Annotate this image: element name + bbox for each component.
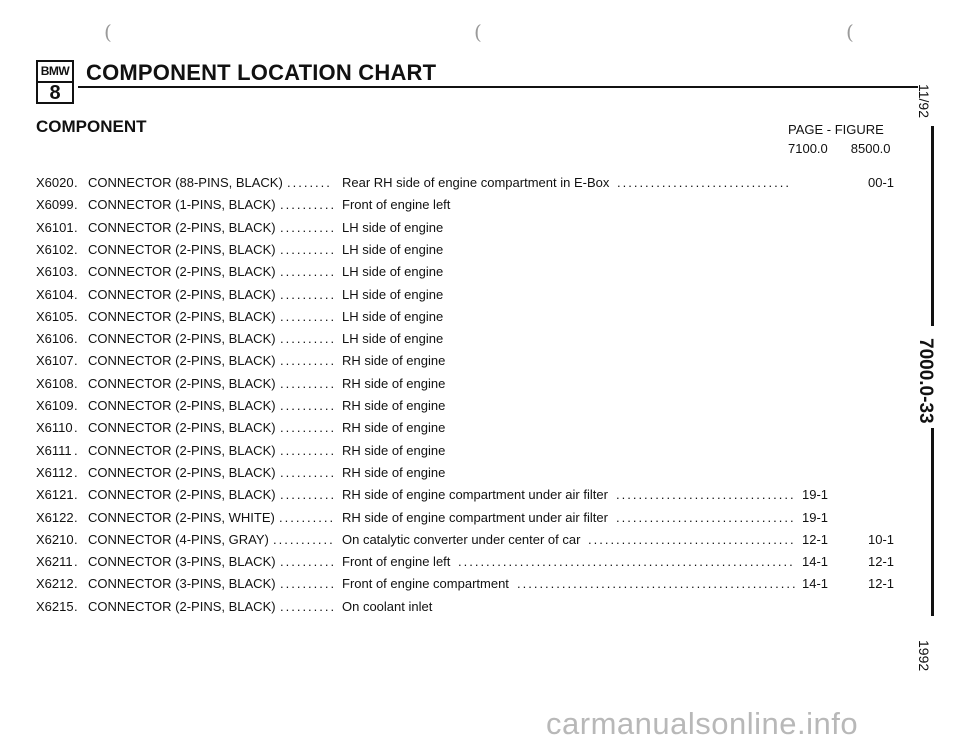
leader-dots: .......... <box>280 487 337 503</box>
leader-dots: .......... <box>280 398 337 413</box>
leader-dots: .......... <box>280 464 337 480</box>
figure-column-label: 8500.0 <box>850 141 891 156</box>
page-reference: 12-1 <box>802 531 829 547</box>
table-row <box>36 396 916 416</box>
leader-dot: . <box>74 353 78 369</box>
leader-dot: . <box>74 308 78 324</box>
connector-id: X6112 <box>36 464 73 480</box>
page-figure-heading <box>788 120 891 158</box>
connector-description: CONNECTOR (88-PINS, BLACK) <box>88 175 283 190</box>
connector-description: CONNECTOR (2-PINS, BLACK) <box>88 286 276 302</box>
leader-dot: . <box>74 264 78 280</box>
table-row <box>36 240 916 260</box>
page-column-label: 7100.0 <box>788 141 828 156</box>
connector-description: CONNECTOR (1-PINS, BLACK) <box>88 197 276 213</box>
connector-id: X6210 <box>36 531 74 547</box>
connector-id: X6211 <box>36 554 73 570</box>
connector-description: CONNECTOR (2-PINS, BLACK) <box>88 398 276 413</box>
leader-dot: . <box>74 420 78 436</box>
component-column-heading: COMPONENT <box>36 117 147 136</box>
date-code: 11/92 <box>916 84 932 118</box>
connector-id: X6020 <box>36 175 74 190</box>
figure-reference: 10-1 <box>868 531 895 547</box>
leader-dots: ............................................................ <box>458 554 795 570</box>
connector-location: RH side of engine <box>342 420 446 436</box>
connector-location: LH side of engine <box>342 331 444 347</box>
leader-dot: . <box>74 598 78 614</box>
connector-description: CONNECTOR (2-PINS, BLACK) <box>88 264 276 280</box>
connector-description: CONNECTOR (3-PINS, BLACK) <box>88 554 276 570</box>
leader-dots: .......... <box>279 509 336 525</box>
leader-dot: . <box>74 442 78 458</box>
connector-description: CONNECTOR (3-PINS, BLACK) <box>88 576 276 592</box>
connector-description: CONNECTOR (2-PINS, BLACK) <box>88 487 276 503</box>
connector-location: RH side of engine compartment under air filter <box>342 509 608 525</box>
connector-id: X6103 <box>36 264 74 280</box>
leader-dot: . <box>74 197 78 213</box>
figure-reference: 00-1 <box>868 175 895 190</box>
leader-dots: .......... <box>280 420 337 436</box>
leader-dots: .................................................. <box>517 576 798 592</box>
leader-dots: ................................ <box>616 509 796 525</box>
leader-dot: . <box>74 286 78 302</box>
connector-id: X6122 <box>36 509 74 525</box>
leader-dot: . <box>74 531 78 547</box>
connector-location: RH side of engine <box>342 353 446 369</box>
leader-dots: .......... <box>280 375 337 391</box>
connector-location: Rear RH side of engine compartment in E-Box <box>342 175 610 190</box>
page-title: COMPONENT LOCATION CHART <box>86 60 437 85</box>
connector-location: LH side of engine <box>342 286 444 302</box>
connector-id: X6121 <box>36 487 74 503</box>
leader-dots: ........... <box>273 531 335 547</box>
connector-location: LH side of engine <box>342 241 444 257</box>
page-reference: 19-1 <box>802 509 829 525</box>
connector-id: X6109 <box>36 398 74 413</box>
figure-reference: 12-1 <box>868 576 895 592</box>
leader-dot: . <box>74 464 78 480</box>
page-number: 7000.0-33 <box>915 338 936 424</box>
table-row <box>36 508 916 528</box>
connector-location: On catalytic converter under center of car <box>342 531 581 547</box>
connector-description: CONNECTOR (2-PINS, BLACK) <box>88 353 276 369</box>
page-reference: 14-1 <box>802 576 829 592</box>
connector-location: LH side of engine <box>342 219 444 235</box>
table-row <box>36 329 916 349</box>
leader-dots: .......... <box>280 241 337 257</box>
connector-description: CONNECTOR (4-PINS, GRAY) <box>88 531 269 547</box>
leader-dot: . <box>74 175 78 190</box>
table-row <box>36 485 916 505</box>
connector-id: X6108 <box>36 375 74 391</box>
leader-dots: ................................ <box>616 487 796 503</box>
leader-dots: ............................... <box>617 175 791 190</box>
connector-location: On coolant inlet <box>342 598 433 614</box>
table-row <box>36 285 916 305</box>
connector-id: X6099 <box>36 197 74 213</box>
connector-location: Front of engine left <box>342 197 451 213</box>
connector-description: CONNECTOR (2-PINS, BLACK) <box>88 442 276 458</box>
connector-location: RH side of engine <box>342 398 446 413</box>
leader-dots: .......... <box>280 197 337 213</box>
leader-dots: ..................................... <box>588 531 796 547</box>
scan-mark: ( <box>104 20 112 44</box>
table-row <box>36 195 916 215</box>
connector-description: CONNECTOR (2-PINS, BLACK) <box>88 308 276 324</box>
connector-location: LH side of engine <box>342 308 444 324</box>
table-row <box>36 262 916 282</box>
page-reference: 14-1 <box>802 554 829 570</box>
connector-id: X6110 <box>36 420 73 436</box>
connector-description: CONNECTOR (2-PINS, BLACK) <box>88 420 276 436</box>
connector-description: CONNECTOR (2-PINS, BLACK) <box>88 331 276 347</box>
leader-dots: .......... <box>280 598 337 614</box>
leader-dots: .......... <box>280 286 337 302</box>
watermark: carmanualsonline.info <box>546 706 859 741</box>
table-row <box>36 173 916 193</box>
leader-dots: .......... <box>280 219 337 235</box>
leader-dot: . <box>74 219 78 235</box>
scan-mark: ( <box>474 20 482 44</box>
connector-id: X6111 <box>36 442 72 458</box>
connector-description: CONNECTOR (2-PINS, BLACK) <box>88 375 276 391</box>
connector-id: X6102 <box>36 241 74 257</box>
connector-id: X6107 <box>36 353 74 369</box>
side-rule <box>931 126 934 326</box>
connector-location: RH side of engine <box>342 375 446 391</box>
leader-dot: . <box>74 554 78 570</box>
leader-dot: . <box>74 241 78 257</box>
table-row <box>36 552 916 572</box>
leader-dots: .......... <box>280 442 337 458</box>
leader-dot: . <box>74 487 78 503</box>
bmw-logo <box>36 60 74 104</box>
leader-dot: . <box>74 398 78 413</box>
leader-dot: . <box>74 576 78 592</box>
table-row <box>36 463 916 483</box>
table-row <box>36 441 916 461</box>
connector-description: CONNECTOR (2-PINS, BLACK) <box>88 219 276 235</box>
connector-id: X6104 <box>36 286 74 302</box>
connector-location: Front of engine compartment <box>342 576 509 592</box>
leader-dots: .......... <box>280 576 337 592</box>
connector-location: RH side of engine <box>342 442 446 458</box>
leader-dots: .......... <box>280 308 337 324</box>
connector-id: X6101 <box>36 219 74 235</box>
table-row <box>36 374 916 394</box>
connector-id: X6212 <box>36 576 74 592</box>
table-row <box>36 418 916 438</box>
connector-id: X6105 <box>36 308 74 324</box>
connector-location: RH side of engine <box>342 464 446 480</box>
table-row <box>36 597 916 617</box>
connector-description: CONNECTOR (2-PINS, BLACK) <box>88 598 276 614</box>
table-row <box>36 218 916 238</box>
leader-dots: .......... <box>280 264 337 280</box>
connector-location: RH side of engine compartment under air filter <box>342 487 608 503</box>
table-row <box>36 351 916 371</box>
connector-location: Front of engine left <box>342 554 451 570</box>
side-rule <box>931 428 934 616</box>
connector-description: CONNECTOR (2-PINS, BLACK) <box>88 241 276 257</box>
title-rule <box>78 86 918 88</box>
table-row <box>36 574 916 594</box>
leader-dots: .......... <box>280 331 337 347</box>
figure-reference: 12-1 <box>868 554 895 570</box>
leader-dot: . <box>74 509 78 525</box>
table-row <box>36 307 916 327</box>
leader-dot: . <box>74 331 78 347</box>
logo-series-text: 8 <box>49 82 61 104</box>
leader-dots: ........ <box>287 175 332 190</box>
connector-location: LH side of engine <box>342 264 444 280</box>
connector-id: X6215 <box>36 598 74 614</box>
page-reference: 19-1 <box>802 487 829 503</box>
page-figure-label: PAGE - FIGURE <box>788 122 884 137</box>
leader-dots: .......... <box>280 554 337 570</box>
connector-id: X6106 <box>36 331 74 347</box>
year-code: 1992 <box>916 640 932 672</box>
connector-description: CONNECTOR (2-PINS, BLACK) <box>88 464 276 480</box>
leader-dot: . <box>74 375 78 391</box>
leader-dots: .......... <box>280 353 337 369</box>
logo-brand-text: BMW <box>38 62 72 83</box>
connector-description: CONNECTOR (2-PINS, WHITE) <box>88 509 275 525</box>
table-row <box>36 530 916 550</box>
scan-mark: ( <box>846 20 854 44</box>
